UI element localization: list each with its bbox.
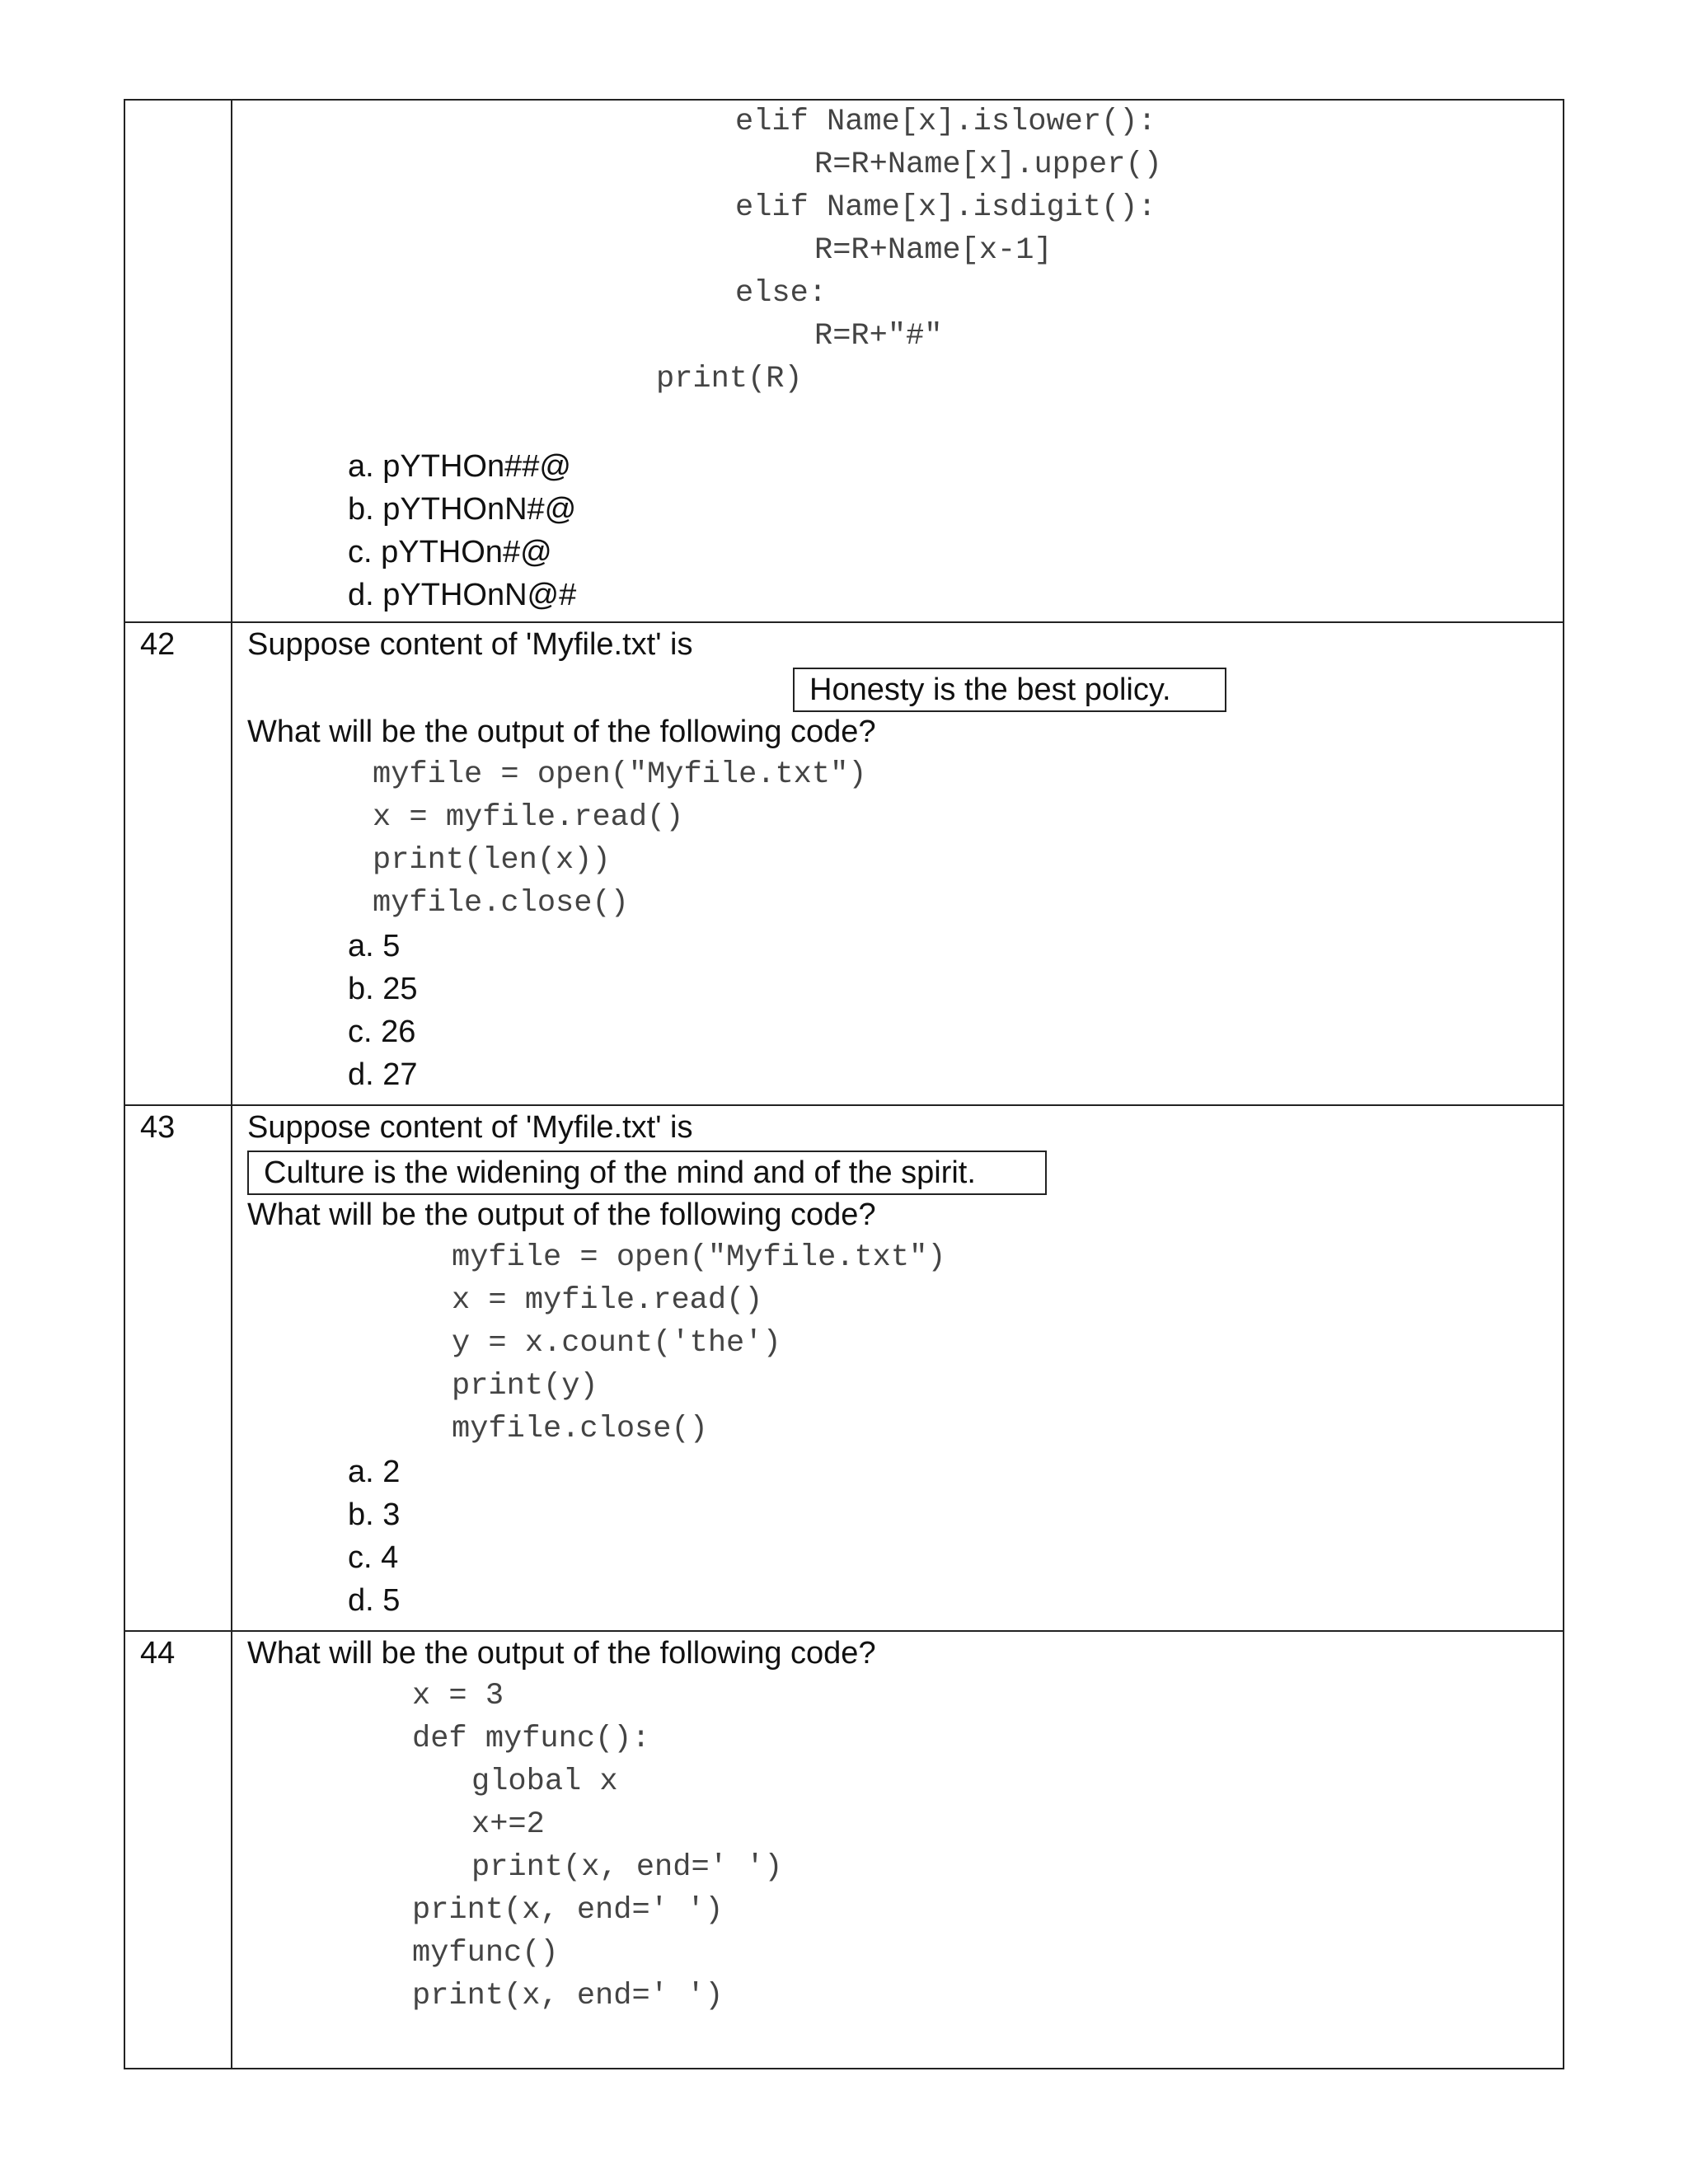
code-line: def myfunc(): (412, 1722, 650, 1756)
code-line: print(x, end=' ') (412, 1893, 724, 1928)
option-d: d. pYTHOnN@# (348, 578, 577, 612)
question-row-43 (125, 1104, 1563, 1630)
code-line: myfile = open("Myfile.txt") (373, 757, 867, 792)
question-text: What will be the output of the following code? (247, 715, 876, 749)
question-number: 43 (140, 1110, 176, 1145)
option-c: c. 4 (348, 1540, 399, 1575)
question-table (124, 99, 1564, 2069)
file-content-box: Culture is the widening of the mind and of the spirit. (247, 1151, 1047, 1195)
code-line: myfunc() (412, 1936, 559, 1971)
question-row-42 (125, 621, 1563, 1104)
code-line: R=R+Name[x].upper() (814, 148, 1162, 182)
code-line: R=R+Name[x-1] (814, 233, 1053, 268)
code-line: else: (735, 276, 828, 311)
question-number-cell (125, 1632, 232, 2068)
code-line: y = x.count('the') (452, 1326, 781, 1361)
option-c: c. 26 (348, 1015, 416, 1049)
question-row-41 (125, 101, 1563, 621)
code-line: x+=2 (471, 1807, 545, 1842)
code-line: elif Name[x].isdigit(): (735, 190, 1156, 225)
option-c: c. pYTHOn#@ (348, 535, 552, 569)
code-line: global x (471, 1765, 618, 1799)
question-number-cell (125, 101, 232, 621)
question-text: What will be the output of the following code? (247, 1197, 876, 1232)
code-line: print(y) (452, 1369, 598, 1404)
option-b: b. 3 (348, 1497, 401, 1532)
code-line: print(R) (656, 362, 803, 396)
code-line: print(x, end=' ') (471, 1850, 783, 1885)
question-content (232, 101, 1563, 621)
question-number: 42 (140, 627, 176, 662)
question-intro: Suppose content of 'Myfile.txt' is (247, 627, 693, 662)
question-content (232, 623, 1563, 1104)
option-d: d. 5 (348, 1583, 401, 1618)
question-number-cell (125, 623, 232, 1104)
question-content (232, 1106, 1563, 1630)
code-line: R=R+"#" (814, 319, 943, 354)
code-line: print(x, end=' ') (412, 1979, 724, 2013)
code-line: x = 3 (412, 1679, 504, 1713)
option-a: a. 2 (348, 1455, 401, 1489)
file-content-box: Honesty is the best policy. (793, 668, 1226, 712)
question-content (232, 1632, 1563, 2068)
code-line: print(len(x)) (373, 843, 611, 878)
option-d: d. 27 (348, 1057, 418, 1092)
question-number: 44 (140, 1636, 176, 1671)
option-a: a. pYTHOn##@ (348, 449, 571, 484)
question-intro: Suppose content of 'Myfile.txt' is (247, 1110, 693, 1145)
question-text: What will be the output of the following code? (247, 1636, 876, 1671)
option-a: a. 5 (348, 929, 401, 963)
option-b: b. pYTHOnN#@ (348, 492, 577, 527)
code-line: myfile.close() (373, 886, 629, 921)
question-number-cell (125, 1106, 232, 1630)
question-row-44 (125, 1630, 1563, 2068)
code-line: myfile = open("Myfile.txt") (452, 1240, 946, 1275)
code-line: x = myfile.read() (452, 1283, 763, 1318)
code-line: elif Name[x].islower(): (735, 105, 1156, 139)
code-line: myfile.close() (452, 1412, 708, 1446)
code-line: x = myfile.read() (373, 800, 684, 835)
option-b: b. 25 (348, 972, 418, 1006)
